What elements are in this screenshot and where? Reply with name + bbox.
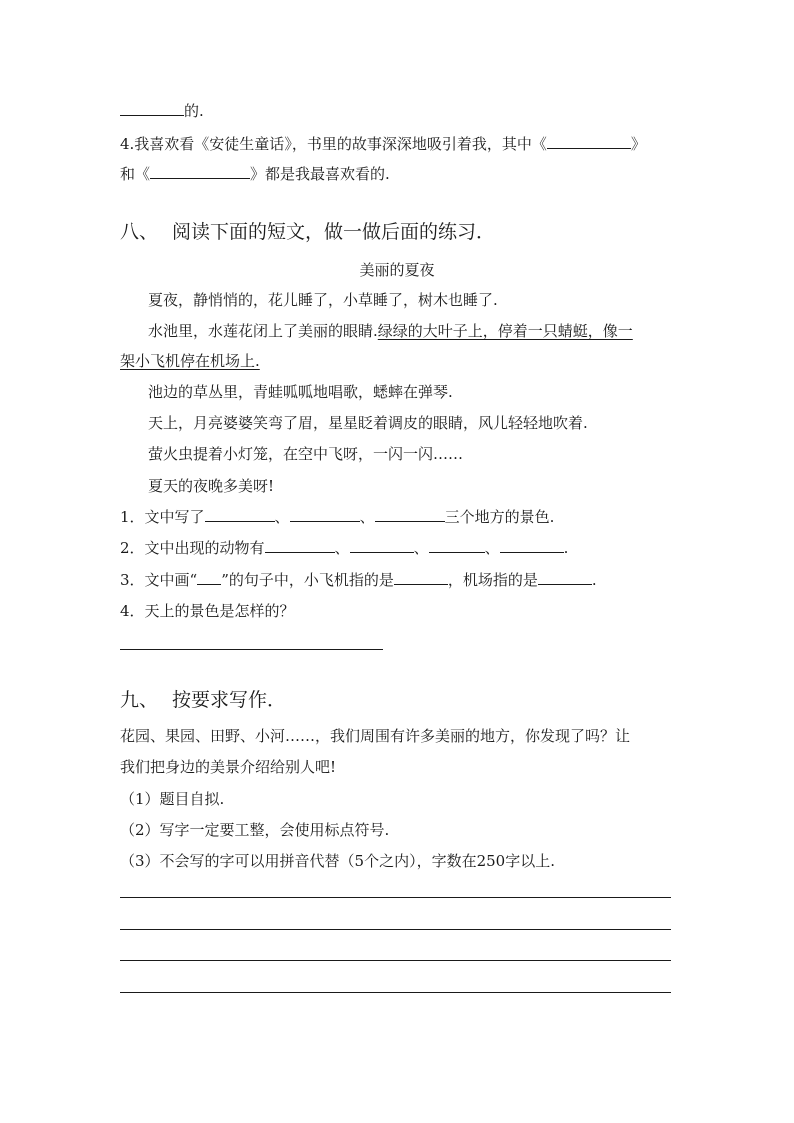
passage-paragraph: 天上，月亮婆婆笑弯了眉，星星眨着调皮的眼睛，风儿轻轻地吹着. — [148, 414, 588, 432]
q7-item4-line1: 4.我喜欢看《安徒生童话》，书里的故事深深地吸引着我，其中《 》 — [120, 135, 646, 153]
question-3: 3．文中画“ ”的句子中，小飞机指的是 ，机场指的是 . — [120, 571, 597, 589]
q7-line-end: 的. — [120, 101, 204, 121]
passage-paragraph: 夏夜，静悄悄的，花儿睡了，小草睡了，树木也睡了. — [148, 291, 498, 309]
answer-blank[interactable] — [265, 538, 335, 553]
passage-paragraph: 萤火虫提着小灯笼，在空中飞呀，一闪一闪…… — [148, 445, 464, 463]
writing-requirement: （1）题目自拟. — [120, 790, 225, 808]
underline-sample — [197, 570, 221, 585]
answer-blank[interactable] — [205, 507, 275, 522]
answer-blank[interactable] — [500, 538, 564, 553]
passage-paragraph: 池边的草丛里，青蛙呱呱地唱歌，蟋蟀在弹琴. — [148, 383, 453, 401]
writing-line[interactable] — [120, 960, 671, 961]
passage-paragraph: 夏天的夜晚多美呀! — [148, 477, 275, 495]
answer-blank[interactable] — [375, 507, 445, 522]
writing-line[interactable] — [120, 929, 671, 930]
writing-requirement: （3）不会写的字可以用拼音代替（5个之内），字数在250字以上. — [120, 852, 555, 870]
answer-blank[interactable] — [429, 538, 485, 553]
answer-blank[interactable] — [290, 507, 360, 522]
passage-paragraph: 水池里，水莲花闭上了美丽的眼睛.绿绿的大叶子上，停着一只蜻蜓，像一 — [148, 322, 633, 340]
passage-title: 美丽的夏夜 — [359, 261, 435, 279]
q7-item4-line2: 和《 》都是我最喜欢看的. — [120, 165, 390, 183]
answer-blank[interactable] — [394, 570, 448, 585]
writing-prompt: 我们把身边的美景介绍给别人吧! — [120, 758, 337, 776]
section-9-heading: 九、 按要求写作． — [120, 689, 287, 711]
section-8-heading: 八、 阅读下面的短文，做一做后面的练习． — [120, 221, 496, 243]
passage-paragraph-cont — [120, 351, 260, 371]
answer-blank[interactable] — [538, 570, 592, 585]
answer-blank[interactable] — [547, 134, 631, 149]
question-2: 2．文中出现的动物有 、 、 、 . — [120, 539, 569, 557]
question-1: 1．文中写了 、 、 三个地方的景色. — [120, 508, 555, 526]
underlined-sentence: 架小飞机停在机场上. — [120, 352, 260, 370]
writing-line[interactable] — [120, 897, 671, 898]
writing-line[interactable] — [120, 992, 671, 993]
answer-line[interactable] — [120, 649, 383, 650]
writing-prompt: 花园、果园、田野、小河……，我们周围有许多美丽的地方，你发现了吗？让 — [120, 727, 631, 745]
answer-blank[interactable] — [350, 538, 414, 553]
underlined-sentence: 绿绿的大叶子上，停着一只蜻蜓，像一 — [377, 322, 633, 340]
writing-requirement: （2）写字一定要工整，会使用标点符号. — [120, 821, 390, 839]
question-4: 4．天上的景色是怎样的？ — [120, 602, 295, 620]
answer-blank[interactable] — [120, 101, 184, 116]
answer-blank[interactable] — [150, 164, 250, 179]
